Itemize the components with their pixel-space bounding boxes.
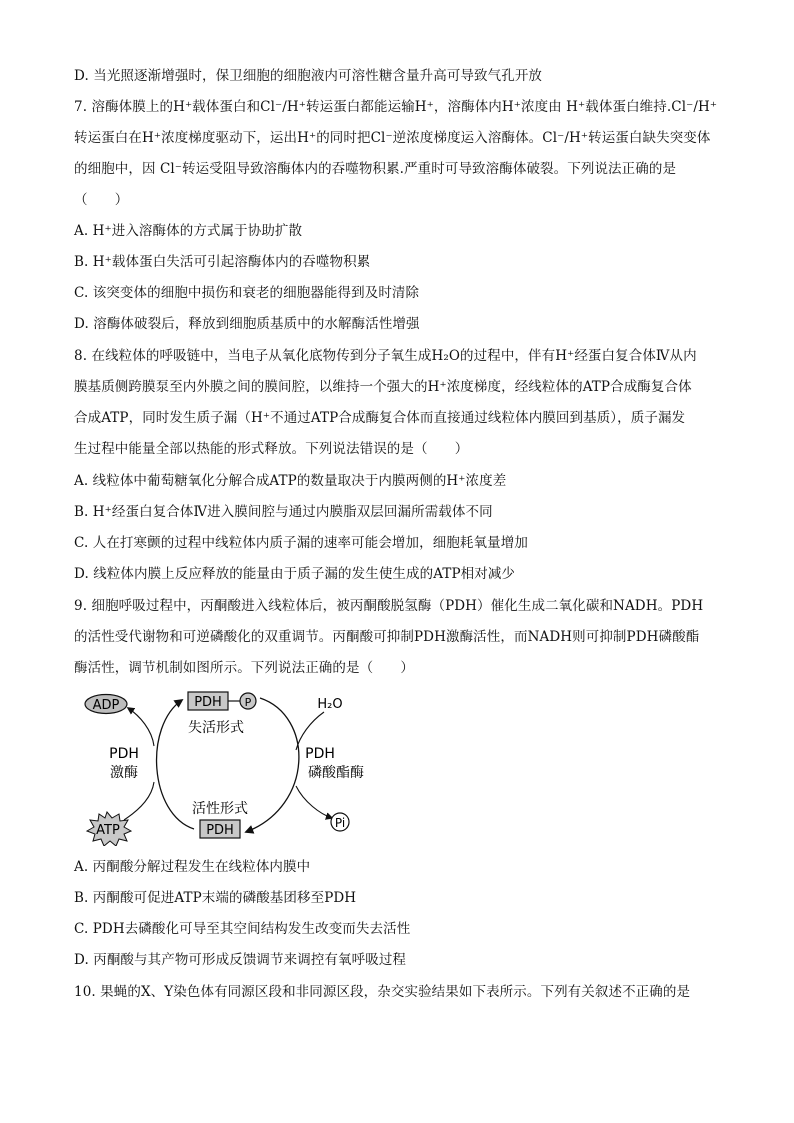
option-b: B. 丙酮酸可促进ATP末端的磷酸基团移至PDH <box>74 890 357 906</box>
question-7-stem: 7. 溶酶体膜上的H⁺载体蛋白和Cl⁻/H⁺转运蛋白都能运输H⁺，溶酶体内H⁺浓度由 H⁺载体蛋白维持.Cl⁻/H⁺ <box>74 99 718 115</box>
text-line: 转运蛋白在H⁺浓度梯度驱动下，运出H⁺的同时把Cl⁻逆浓度梯度运入溶酶体。Cl⁻/H⁺转运蛋白缺失突变体 <box>74 130 711 146</box>
question-10-stem: 10. 果蝇的X、Y染色体有同源区段和非同源区段，杂交实验结果如下表所示。下列有关叙述不正确的是 <box>74 984 691 1000</box>
pdh-regulation-diagram <box>74 686 394 846</box>
atp-node <box>87 812 131 846</box>
question-8-stem: 8. 在线粒体的呼吸链中，当电子从氧化底物传到分子氧生成H₂O的过程中，伴有H⁺经蛋白复合体Ⅳ从内 <box>74 348 697 364</box>
option-b: B. H⁺经蛋白复合体Ⅳ进入膜间腔与通过内膜脂双层回漏所需载体不同 <box>74 504 493 520</box>
option-c: C. 该突变体的细胞中损伤和衰老的细胞器能得到及时清除 <box>74 285 420 301</box>
option-b: B. H⁺载体蛋白失活可引起溶酶体内的吞噬物积累 <box>74 254 371 270</box>
question-9-stem: 9. 细胞呼吸过程中，丙酮酸进入线粒体后，被丙酮酸脱氢酶（PDH）催化生成二氧化碳和NADH。PDH <box>74 598 704 614</box>
atp-input-curve <box>124 782 154 820</box>
text-line: 的活性受代谢物和可逆磷酸化的双重调节。丙酮酸可抑制PDH激酶活性，而NADH则可抑制PDH磷酸酯 <box>74 629 700 645</box>
option-c: C. 人在打寒颤的过程中线粒体内质子漏的速率可能会增加，细胞耗氧量增加 <box>74 535 528 551</box>
pdh-inactive-node <box>188 692 256 710</box>
option-c: C. PDH去磷酸化可导至其空间结构发生改变而失去活性 <box>74 921 411 937</box>
option-a: A. 线粒体中葡萄糖氧化分解合成ATP的数量取决于内膜两侧的H⁺浓度差 <box>74 473 507 489</box>
adp-node <box>85 695 127 714</box>
text-line: 酶活性，调节机制如图所示。下列说法正确的是（ ） <box>74 660 414 676</box>
text-line: 的细胞中，因 Cl⁻转运受阻导致溶酶体内的吞噬物积累.严重时可导致溶酶体破裂。下列说法正确的是 <box>74 161 677 177</box>
option-d: D. 线粒体内膜上反应释放的能量由于质子漏的发生使生成的ATP相对减少 <box>74 566 516 582</box>
water-input-curve <box>296 712 324 750</box>
phosphate-label: P <box>244 696 252 709</box>
active-form-label: 活性形式 <box>192 801 248 817</box>
pi-label: Pi <box>334 816 346 830</box>
option-d: D. 溶酶体破裂后，释放到细胞质基质中的水解酶活性增强 <box>74 316 420 332</box>
pdh-bottom-label: PDH <box>206 823 234 838</box>
option-a: A. 丙酮酸分解过程发生在线粒体内膜中 <box>74 859 311 875</box>
adp-label: ADP <box>92 698 120 713</box>
text-line: 膜基质侧跨膜泵至内外膜之间的膜间腔，以维持一个强大的H⁺浓度梯度，经线粒体的ATP合成酶复合体 <box>74 379 692 395</box>
pdh-top-label: PDH <box>194 695 222 710</box>
pi-node <box>331 813 349 831</box>
pi-output-arrow <box>296 786 332 818</box>
text-line: D. 当光照逐渐增强时，保卫细胞的细胞液内可溶性糖含量升高可导致气孔开放 <box>74 68 543 84</box>
adp-output-arrow <box>128 708 154 746</box>
phosphatase-label-line1: PDH <box>305 746 335 762</box>
option-d: D. 丙酮酸与其产物可形成反馈调节来调控有氧呼吸过程 <box>74 952 407 968</box>
kinase-label-line2: 激酶 <box>110 765 138 781</box>
phosphatase-arrow <box>246 698 299 832</box>
inactive-form-label: 失活形式 <box>188 720 244 736</box>
atp-label: ATP <box>96 823 120 838</box>
phosphatase-label-line2: 磷酸酯酶 <box>308 765 364 781</box>
text-line: 生过程中能量全部以热能的形式释放。下列说法错误的是（ ） <box>74 441 469 457</box>
answer-blank: （ ） <box>74 192 129 208</box>
text-line: 合成ATP，同时发生质子漏（H⁺不通过ATP合成酶复合体而直接通过线粒体内膜回到基质），质子漏发 <box>74 410 686 426</box>
kinase-label-line1: PDH <box>109 746 139 762</box>
water-label: H₂O <box>317 697 343 712</box>
option-a: A. H⁺进入溶酶体的方式属于协助扩散 <box>74 223 303 239</box>
pdh-active-node <box>200 820 240 838</box>
